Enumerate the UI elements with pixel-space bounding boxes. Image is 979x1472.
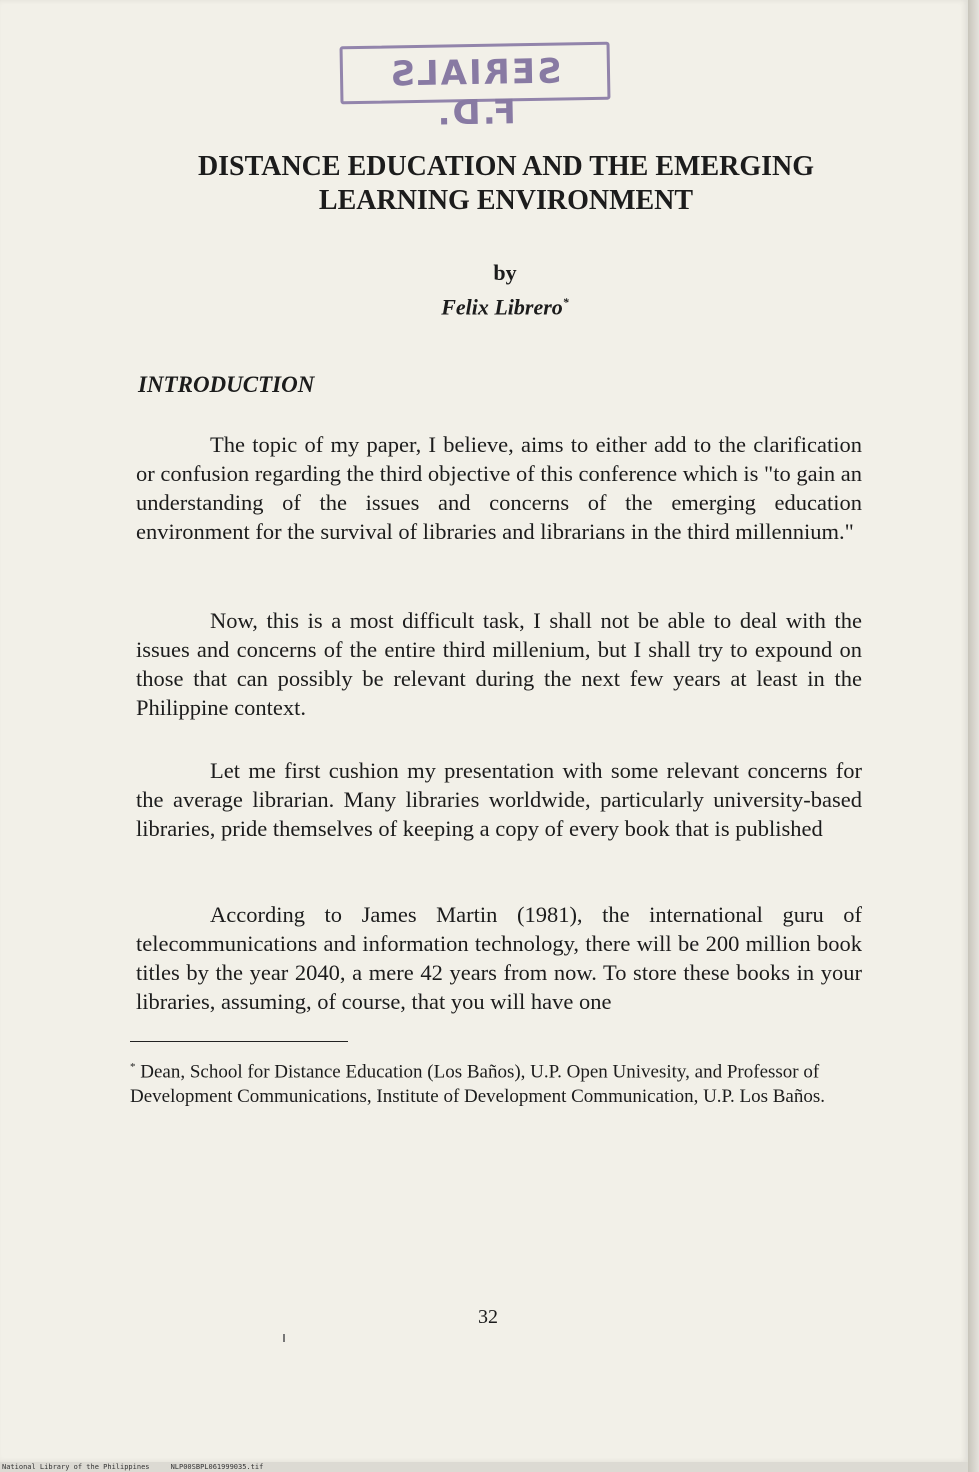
page-number: 32 [478,1306,498,1328]
author-name [380,287,630,322]
footnote-mark: * [130,1061,136,1073]
scan-footer: National Library of the Philippines NLP00SBPL061999035.tif [2,1463,264,1471]
stamp-text: SERIALS F.D. [388,51,562,134]
paragraph: Let me first cushion my presentation with some relevant concerns for the average librarian. Many libraries worldwide, particularly university-based libraries, pride themselves of keeping a copy of every book that is published [136,758,862,841]
footnote-text: Dean, School for Distance Education (Los Baños), U.P. Open Univesity, and Professor of Development Communications, Institute of Development Communication, U.P. Los Baños. [130,1061,826,1108]
author-footnote-mark: * [562,295,569,309]
paragraph: Now, this is a most difficult task, I shall not be able to deal with the issues and concerns of the entire third millenium, but I shall try to expound on those that can possibly be relevant during the next few years at least in the Philippine context. [136,608,862,720]
paragraph: According to James Martin (1981), the international guru of telecommunications and information technology, there will be 200 million book titles by the year 2040, a mere 42 years from now. To store these books in your libraries, assuming, of course, that you will have one [136,902,862,1014]
author-name-text: Felix Librero [441,294,563,320]
footnote-divider [130,1041,348,1042]
serials-stamp [340,42,611,134]
scan-speck [283,1334,285,1342]
page-edge [968,0,979,1472]
footnote [130,1055,860,1109]
byline: by [493,260,517,285]
article-title: DISTANCE EDUCATION AND THE EMERGING LEARNING ENVIRONMENT [197,151,815,216]
paragraph: The topic of my paper, I believe, aims to either add to the clarification or confusion regarding the third objective of this conference which is "to gain an understanding of the issues and concerns of the emerging education environment for the survival of libraries and librarians in the third millennium." [136,432,862,544]
section-heading: INTRODUCTION [138,372,315,397]
